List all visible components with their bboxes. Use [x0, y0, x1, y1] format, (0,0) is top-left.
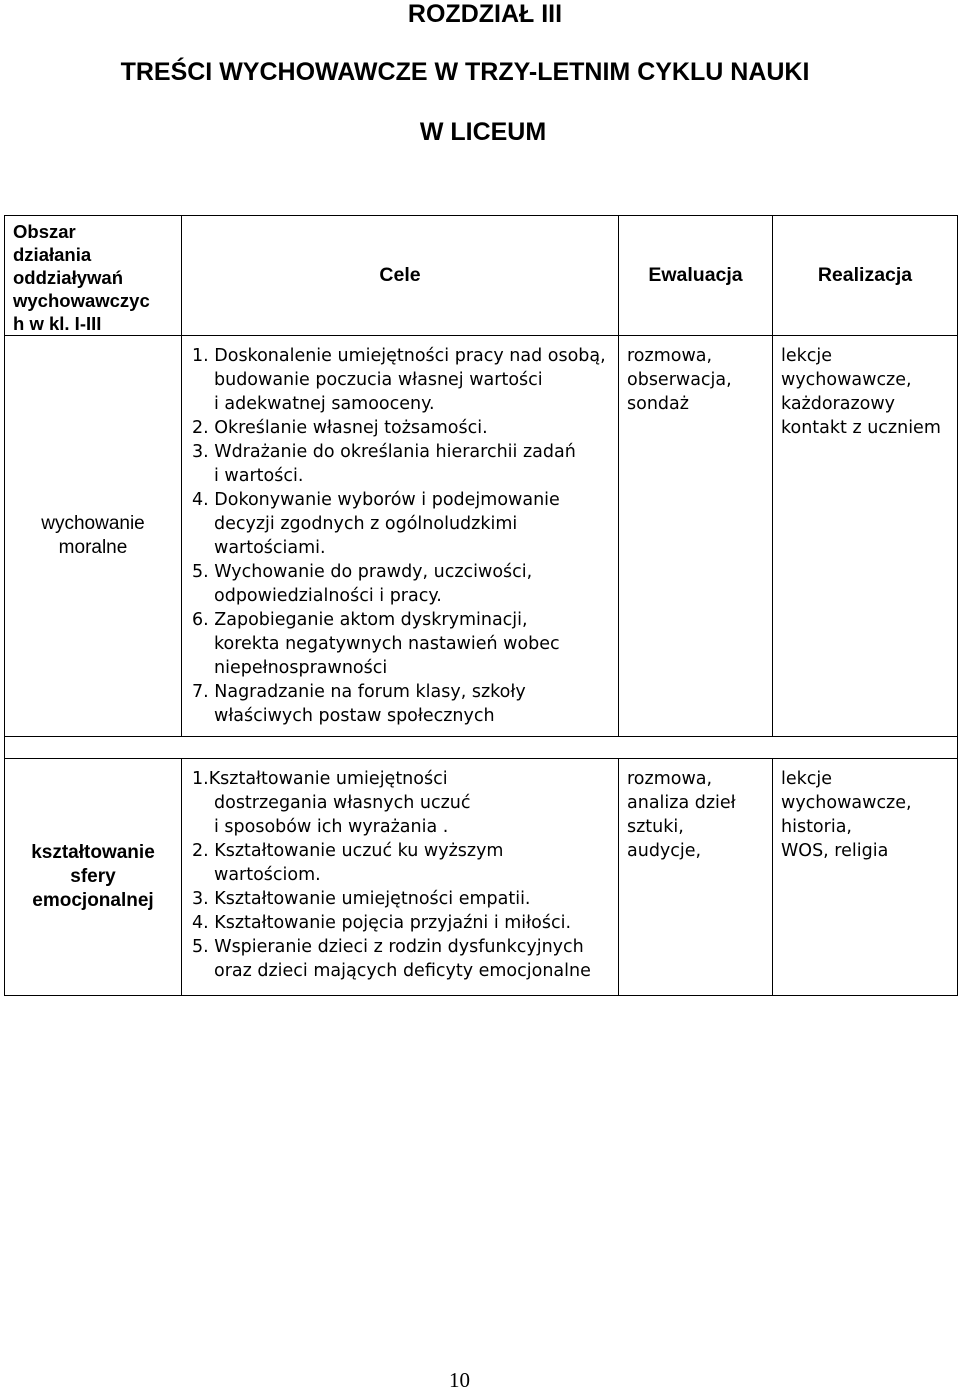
header-area-line: wychowawczyc [13, 290, 150, 311]
goals-cell [182, 336, 619, 737]
header-area-line: działania [13, 244, 92, 265]
goal-line: budowanie poczucia własnej wartości [214, 370, 543, 390]
implementation-line: historia, [781, 817, 852, 837]
educational-content-table [4, 215, 958, 996]
implementation-cell [773, 759, 958, 996]
implementation-line: kontakt z uczniem [781, 418, 941, 438]
implementation-line: WOS, religia [781, 841, 889, 861]
goal-item [192, 767, 618, 839]
goal-item [192, 560, 618, 608]
area-line: wychowanie [41, 513, 145, 534]
implementation-cell [773, 336, 958, 737]
header-implementation: Realizacja [773, 216, 958, 336]
implementation-line: wychowawcze, [781, 370, 912, 390]
evaluation-line: rozmowa, [627, 769, 713, 789]
goal-line: 3. Wdrażanie do określania hierarchii zadań [192, 442, 576, 462]
goal-line: właściwych postaw społecznych [214, 706, 495, 726]
area-line: emocjonalnej [32, 890, 154, 911]
goal-line: 7. Nagradzanie na forum klasy, szkoły [192, 682, 526, 702]
goal-item [192, 416, 618, 440]
header-area-line: Obszar [13, 221, 76, 242]
goal-line: korekta negatywnych nastawień wobec [214, 634, 560, 654]
header-area-line: h w kl. I-III [13, 313, 102, 334]
goal-line: 5. Wychowanie do prawdy, uczciwości, [192, 562, 533, 582]
goal-line: wartościami. [214, 538, 326, 558]
evaluation-line: analiza dzieł [627, 793, 736, 813]
goal-item [192, 440, 618, 488]
header-goals: Cele [182, 216, 619, 336]
implementation-line: wychowawcze, [781, 793, 912, 813]
table-header-row [5, 216, 958, 336]
row-separator [5, 737, 958, 759]
goal-line: 3. Kształtowanie umiejętności empatii. [192, 889, 531, 909]
goal-line: 4. Dokonywanie wyborów i podejmowanie [192, 490, 560, 510]
header-area [5, 216, 182, 336]
goal-item [192, 887, 618, 911]
goal-item [192, 911, 618, 935]
goal-line: decyzji zgodnych z ogólnoludzkimi [214, 514, 518, 534]
goal-line: 1. Doskonalenie umiejętności pracy nad osobą, [192, 346, 606, 366]
goal-line: niepełnosprawności [214, 658, 388, 678]
goal-item [192, 608, 618, 680]
goal-item [192, 680, 618, 728]
chapter-title: ROZDZIAŁ III [407, 0, 563, 28]
goal-item [192, 488, 618, 560]
goal-line: wartościom. [214, 865, 321, 885]
area-line: moralne [58, 537, 128, 558]
evaluation-line: obserwacja, [627, 370, 732, 390]
goal-item [192, 839, 618, 887]
goal-line: 6. Zapobieganie aktom dyskryminacji, [192, 610, 528, 630]
goal-line: dostrzegania własnych uczuć [214, 793, 471, 813]
implementation-line: lekcje [781, 346, 833, 366]
evaluation-line: audycje, [627, 841, 702, 861]
goal-line: i wartości. [214, 466, 304, 486]
goal-line: 2. Określanie własnej tożsamości. [192, 418, 488, 438]
goal-item [192, 935, 618, 983]
evaluation-line: rozmowa, [627, 346, 713, 366]
area-line: kształtowanie [31, 842, 155, 863]
goal-line: 1.Kształtowanie umiejętności [192, 769, 448, 789]
goal-line: oraz dzieci mających deficyty emocjonalne [214, 961, 591, 981]
evaluation-cell [619, 759, 773, 996]
goal-line: 4. Kształtowanie pojęcia przyjaźni i miłości. [192, 913, 572, 933]
table-row-moral-education [5, 336, 958, 737]
evaluation-line: sondaż [627, 394, 689, 414]
goal-item [192, 344, 618, 416]
area-line: sfery [70, 866, 116, 887]
goal-line: odpowiedzialności i pracy. [214, 586, 442, 606]
implementation-line: lekcje [781, 769, 833, 789]
page-number: 10 [449, 1368, 470, 1392]
evaluation-line: sztuki, [627, 817, 684, 837]
goal-line: 2. Kształtowanie uczuć ku wyższym [192, 841, 504, 861]
header-area-line: oddziaływań [13, 267, 123, 288]
header-evaluation: Ewaluacja [619, 216, 773, 336]
goal-line: i sposobów ich wyrażania . [214, 817, 449, 837]
area-cell [5, 759, 182, 996]
table-row-emotional-development [5, 759, 958, 996]
goals-cell [182, 759, 619, 996]
section-title: TREŚCI WYCHOWAWCZE W TRZY-LETNIM CYKLU NAUKI [120, 58, 810, 86]
implementation-line: każdorazowy [781, 394, 896, 414]
goal-line: i adekwatnej samooceny. [214, 394, 435, 414]
area-cell [5, 336, 182, 737]
section-subtitle: W LICEUM [419, 118, 547, 146]
evaluation-cell [619, 336, 773, 737]
goal-line: 5. Wspieranie dzieci z rodzin dysfunkcyjnych [192, 937, 584, 957]
